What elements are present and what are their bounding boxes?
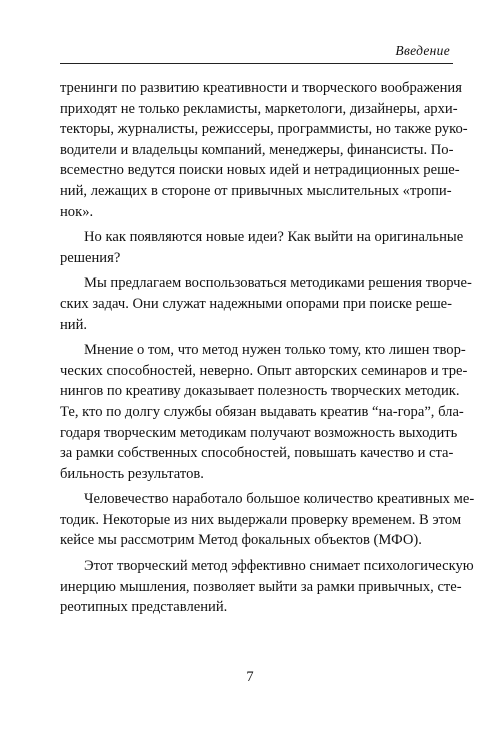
text-line: ний.: [60, 316, 88, 333]
text-line: реотипных представлений.: [60, 599, 228, 616]
text-line: всеместно ведутся поиски новых идей и нетрадиционных реше-: [60, 162, 460, 179]
paragraph: [60, 340, 468, 484]
text-line: инерцию мышления, позволяет выйти за рамки привычных, сте-: [60, 578, 462, 595]
text-line: Мы предлагаем воспользоваться методиками решения творче-: [84, 275, 472, 292]
text-line: текторы, журналисты, режиссеры, программисты, но также руко-: [60, 121, 468, 138]
text-line: водители и владельцы компаний, менеджеры, финансисты. По-: [60, 141, 454, 158]
text-line: решения?: [60, 249, 121, 266]
text-line: кейсе мы рассмотрим Метод фокальных объектов (МФО).: [60, 532, 422, 549]
running-header: [0, 43, 500, 59]
text-line: Мнение о том, что метод нужен только тому, кто лишен твор-: [84, 342, 466, 359]
running-title: Введение: [395, 43, 450, 58]
page-number: 7: [246, 669, 254, 685]
text-line: тодик. Некоторые из них выдержали проверку временем. В этом: [60, 511, 462, 528]
text-line: годаря творческим методикам получают возможность выходить: [60, 424, 458, 441]
paragraph: [60, 489, 475, 551]
paragraph: [60, 227, 464, 268]
text-line: нингов по креативу доказывает полезность творческих методик.: [60, 383, 460, 400]
text-line: за рамки собственных способностей, повышать качество и ста-: [60, 445, 454, 462]
text-line: ний, лежащих в стороне от привычных мыслительных «тропи-: [60, 182, 452, 199]
text-line: ческих способностей, неверно. Опыт авторских семинаров и тре-: [60, 362, 468, 379]
text-line: Те, кто по долгу службы обязан выдавать креатив “на-гора”, бла-: [60, 403, 464, 420]
text-line: приходят не только рекламисты, маркетологи, дизайнеры, архи-: [60, 100, 458, 117]
text-line: Но как появляются новые идеи? Как выйти на оригинальные: [84, 229, 464, 246]
header-rule: [60, 63, 453, 64]
text-line: Человечество наработало большое количество креативных ме-: [84, 491, 475, 508]
text-line: ских задач. Они служат надежными опорами при поиске реше-: [60, 295, 453, 312]
paragraph: [60, 273, 472, 335]
text-line: нок».: [60, 203, 94, 220]
text-line: бильность результатов.: [60, 465, 204, 482]
paragraph: [60, 556, 474, 618]
paragraph: [60, 78, 468, 222]
text-line: тренинги по развитию креативности и творческого воображения: [60, 80, 462, 96]
main-text: [60, 78, 475, 623]
text-line: Этот творческий метод эффективно снимает психологическую: [84, 558, 474, 575]
